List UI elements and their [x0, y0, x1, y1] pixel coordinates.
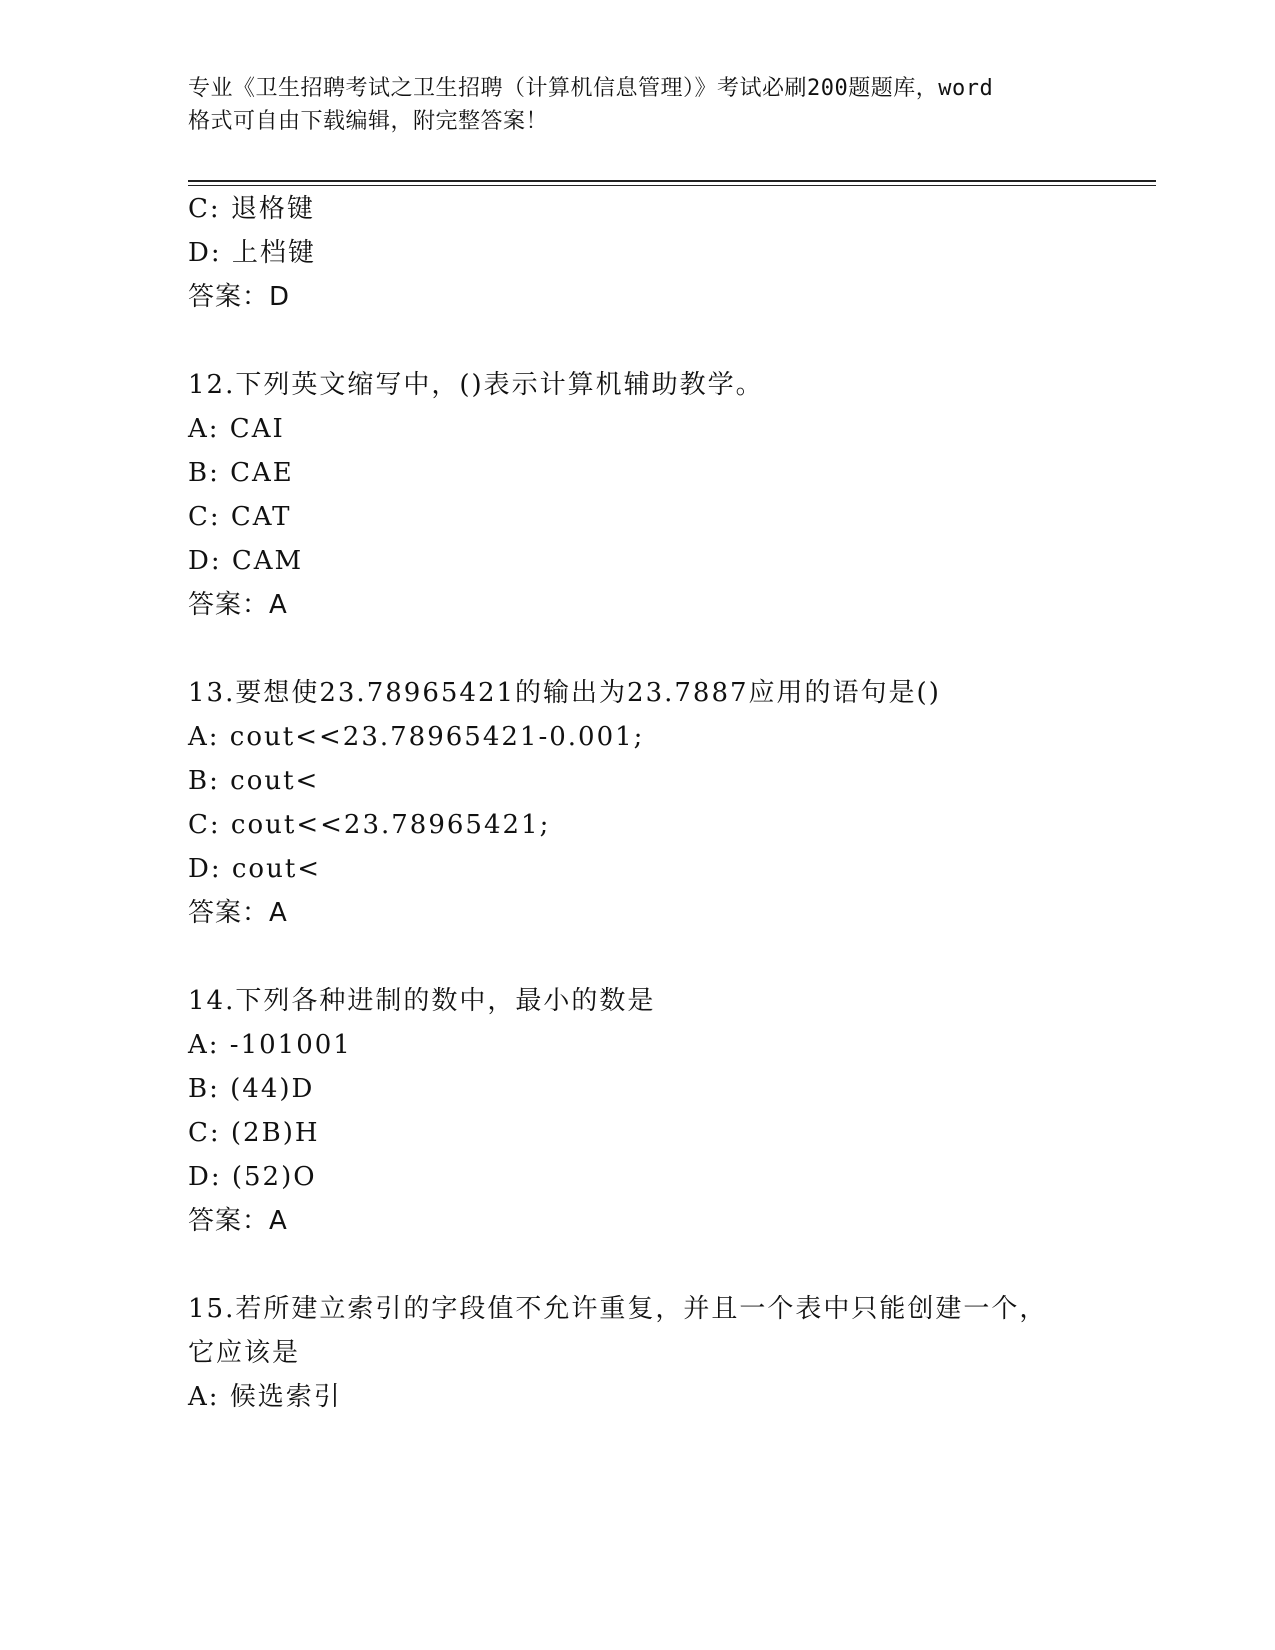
- q13-option-b: B: cout<: [188, 766, 320, 796]
- q15-stem-line-1: 15.若所建立索引的字段值不允许重复，并且一个表中只能创建一个，: [188, 1294, 1048, 1324]
- q12-option-c: C: CAT: [188, 502, 292, 532]
- q13-option-a: A: cout<<23.78965421-0.001;: [188, 722, 645, 752]
- q15-stem-line-2: 它应该是: [188, 1338, 301, 1368]
- header-rule-thick: [188, 180, 1156, 182]
- q15-option-a: A: 候选索引: [188, 1382, 342, 1412]
- q12-answer: 答案：A: [188, 590, 288, 620]
- q13-option-c: C: cout<<23.78965421;: [188, 810, 551, 840]
- q12-stem: 12.下列英文缩写中，()表示计算机辅助教学。: [188, 370, 764, 400]
- q14-stem: 14.下列各种进制的数中，最小的数是: [188, 986, 656, 1016]
- q12-option-b: B: CAE: [188, 458, 294, 488]
- q14-answer: 答案：A: [188, 1206, 288, 1236]
- document-header: [188, 72, 1088, 138]
- q13-option-d: D: cout<: [188, 854, 322, 884]
- q14-option-c: C: (2B)H: [188, 1118, 320, 1148]
- prev-answer: 答案：D: [188, 282, 291, 312]
- header-title-line-2: 格式可自由下载编辑，附完整答案！: [188, 109, 549, 134]
- q14-option-d: D: (52)O: [188, 1162, 317, 1192]
- q14-option-a: A: -101001: [188, 1030, 352, 1060]
- q12-option-d: D: CAM: [188, 546, 304, 576]
- header-title-line-1: 专业《卫生招聘考试之卫生招聘（计算机信息管理）》考试必刷200题题库，word: [188, 76, 994, 101]
- q13-stem: 13.要想使23.78965421的输出为23.7887应用的语句是(): [188, 678, 941, 708]
- prev-option-d: D: 上档键: [188, 238, 316, 268]
- q14-option-b: B: (44)D: [188, 1074, 315, 1104]
- q13-answer: 答案：A: [188, 898, 288, 928]
- q12-option-a: A: CAI: [188, 414, 285, 444]
- header-rule-thin: [188, 185, 1156, 186]
- prev-option-c: C: 退格键: [188, 194, 315, 224]
